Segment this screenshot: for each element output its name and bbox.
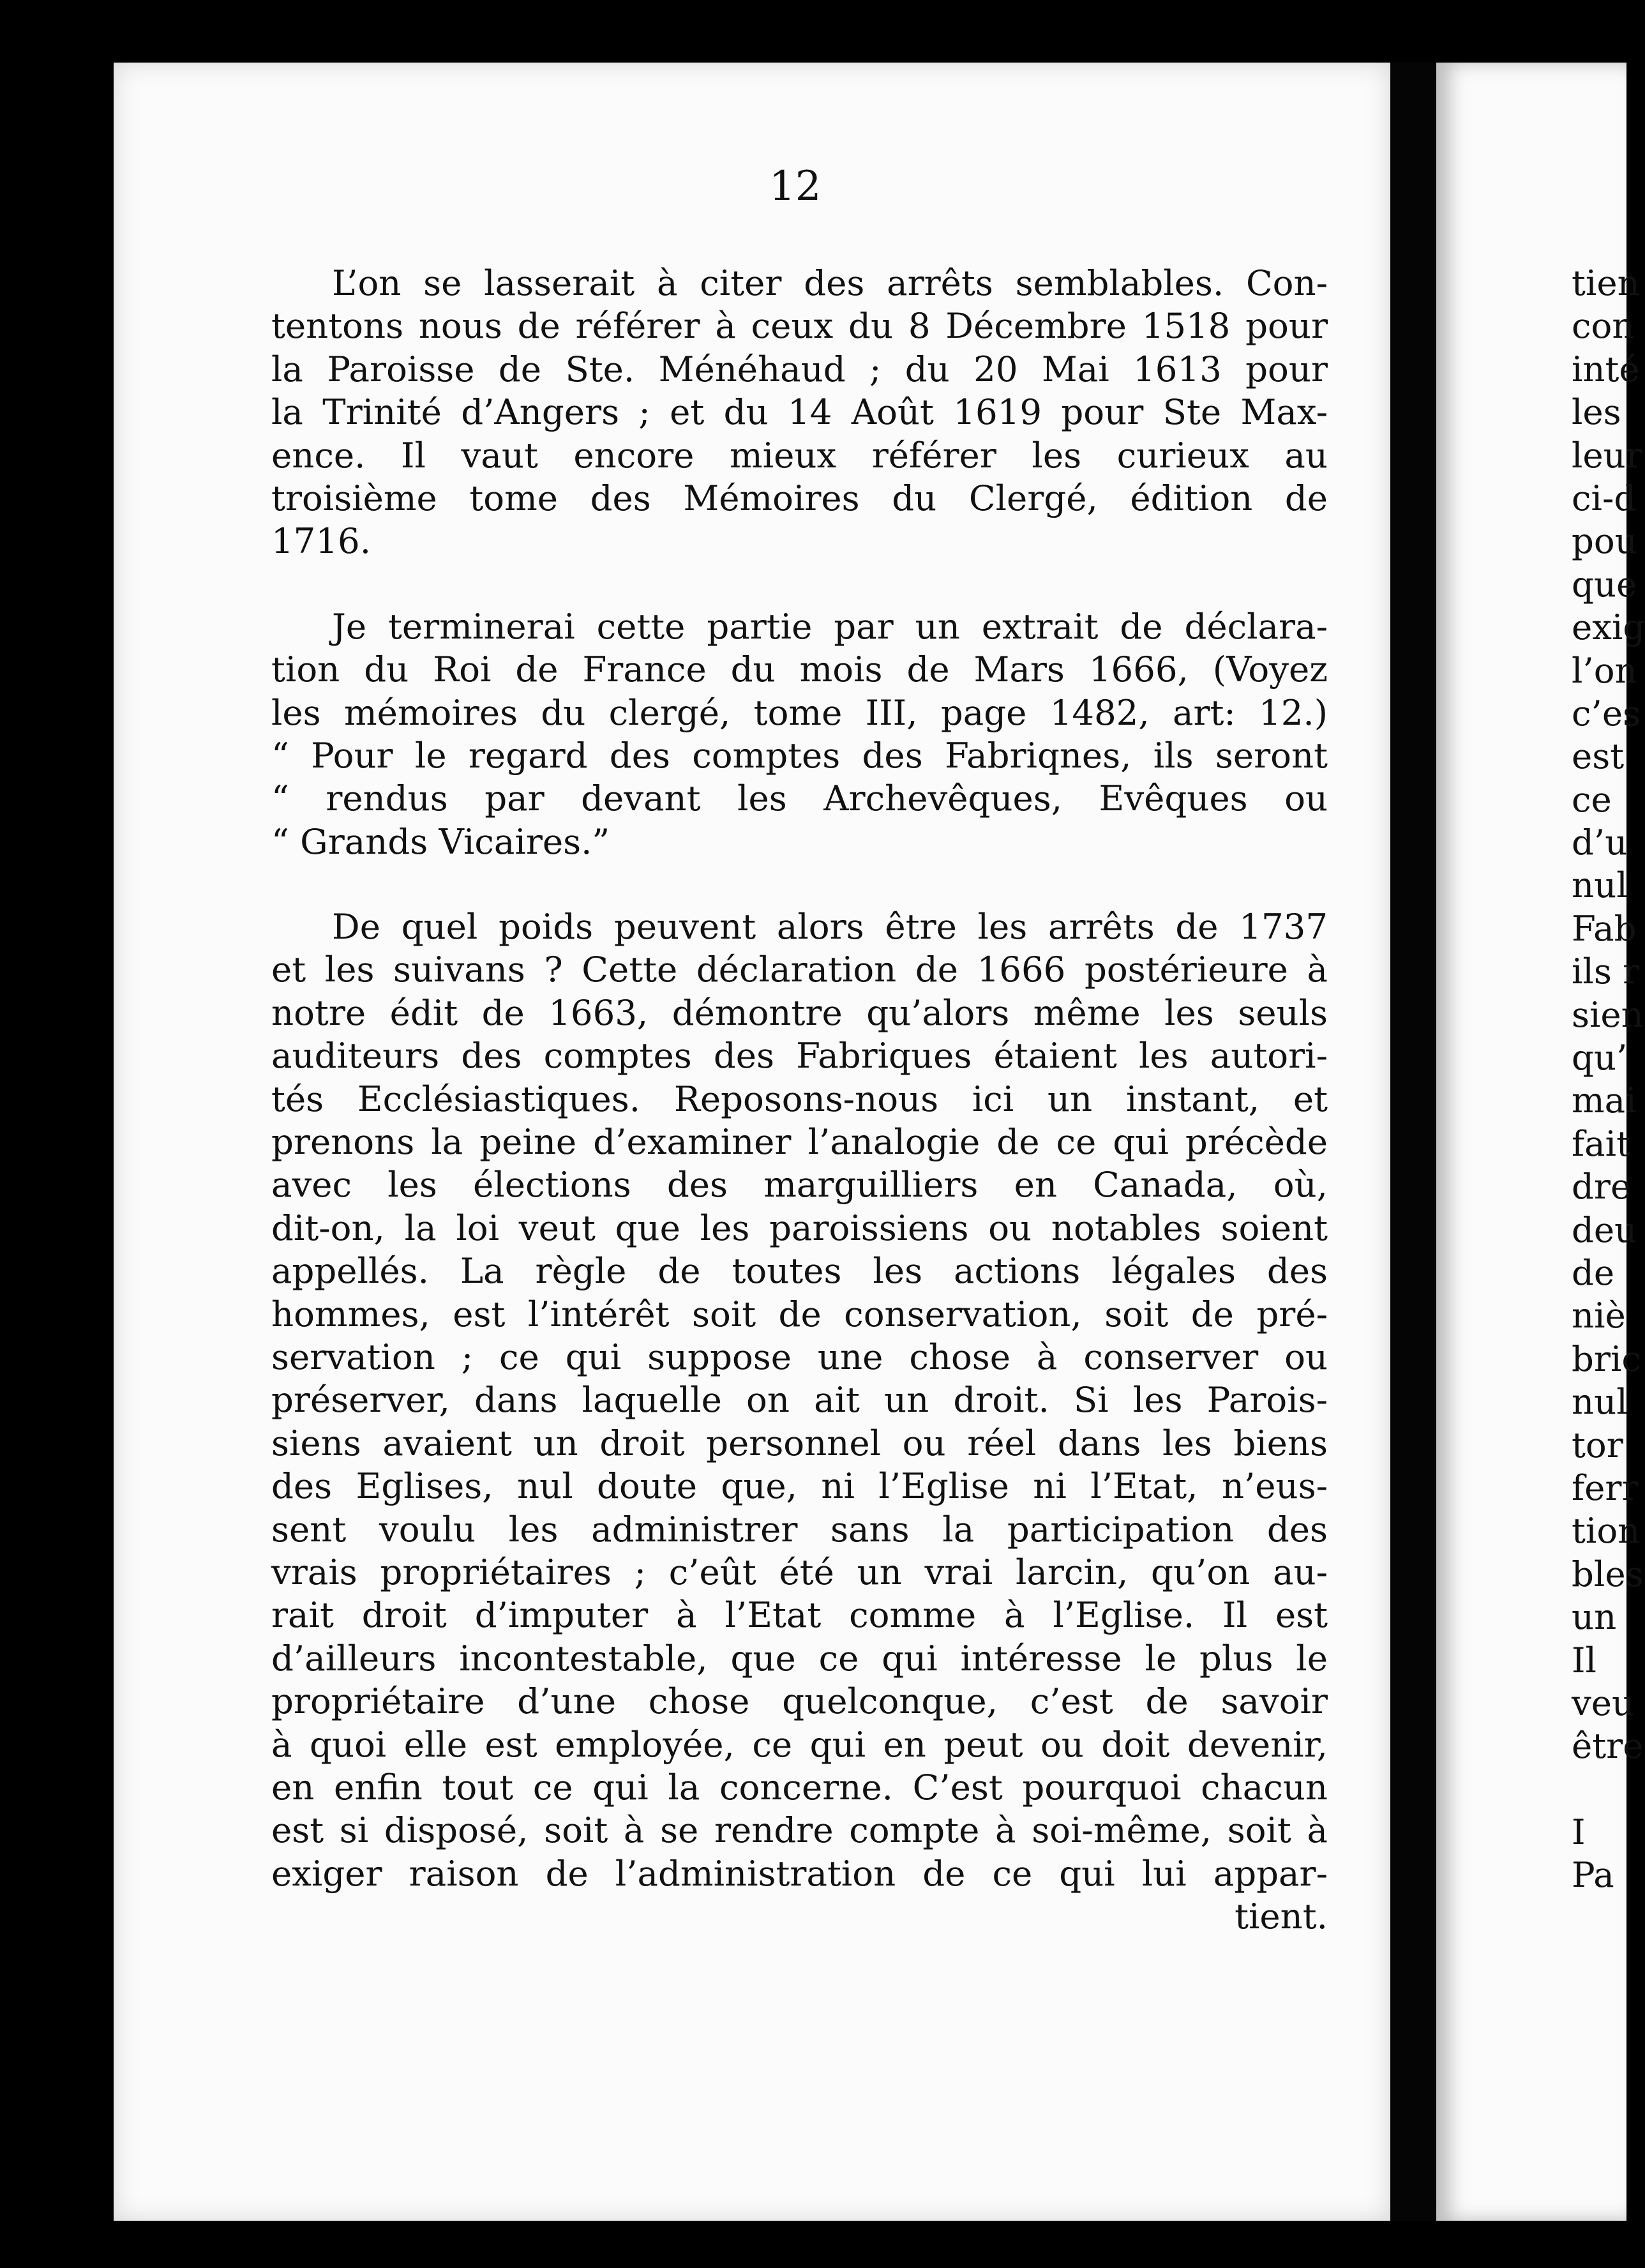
text-line: prenons la peine d’examiner l’analogie de ce qui précède [271,1121,1328,1163]
right-page-fragment: veu [1572,1682,1635,1723]
text-line: des Eglises, nul doute que, ni l’Eglise ni l’Etat, n’eus- [271,1465,1328,1507]
right-page-fragment: con [1572,305,1635,347]
right-page-fragment: être [1572,1725,1644,1767]
right-page-fragment: ils r [1572,951,1640,992]
right-page-fragment [1572,1768,1645,1811]
right-page-fragment: niè [1572,1295,1626,1336]
right-page-fragment: fait [1572,1123,1630,1164]
text-line: dit-on, la loi veut que les paroissiens ou notables soient [271,1207,1328,1248]
right-page-fragment: bric [1572,1338,1641,1379]
right-page-fragment: Pa [1572,1854,1614,1896]
right-page-fragment: deu [1572,1209,1637,1250]
right-page-fragment: inté [1572,348,1640,389]
page-number: 12 [769,163,822,210]
right-page-fragment: les [1572,391,1621,433]
right-page-fragment: exig [1572,607,1645,648]
text-line: appellés. La règle de toutes les actions légales des [271,1250,1328,1292]
right-page-fragment: mai [1572,1080,1637,1121]
right-page-fragment: ferr [1572,1467,1639,1508]
right-page-fragment: leur [1572,434,1642,476]
text-line: “ Pour le regard des comptes des Fabriqnes, ils seront [271,734,1328,776]
right-page-fragment: ce [1572,778,1612,820]
text-line: “ Grands Vicaires.” [271,820,610,862]
right-page-fragment: nul [1572,865,1628,906]
text-line: ence. Il vaut encore mieux référer les curieux au [271,434,1328,476]
text-line: auditeurs des comptes des Fabriques étaient les autori- [271,1035,1328,1077]
right-page-fragment: pou [1572,520,1637,562]
right-page-fragment: d’u [1572,822,1628,863]
text-line: exiger raison de l’administration de ce qui lui appar- [271,1852,1328,1894]
text-line: troisième tome des Mémoires du Clergé, édition de [271,477,1328,518]
right-page-fragment: est [1572,736,1625,777]
right-page-fragment: c’es [1572,692,1641,734]
main-text [271,262,1328,1938]
text-line: “ rendus par devant les Archevêques, Evêques ou [271,778,1328,819]
text-line: préserver, dans laquelle on ait un droit. Si les Parois- [271,1379,1328,1421]
text-line: avec les élections des marguilliers en Canada, où, [271,1164,1328,1206]
right-page-fragment: Il [1572,1639,1596,1681]
right-page-fragment: bles [1572,1553,1644,1594]
text-line: la Trinité d’Angers ; et du 14 Août 1619 pour Ste Max- [271,391,1328,433]
text-line: servation ; ce qui suppose une chose à conserver ou [271,1336,1328,1377]
text-line: en enfin tout ce qui la concerne. C’est pourquoi chacun [271,1766,1328,1808]
right-page-fragment: tion [1572,1510,1641,1552]
right-page-fragment: qu’ [1572,1037,1628,1078]
text-line: 1716. [271,520,372,562]
right-page-fragment: que [1572,563,1637,605]
text-line: tés Ecclésiastiques. Reposons-nous ici un instant, et [271,1078,1328,1119]
right-page-fragment: nul [1572,1381,1628,1423]
text-line: hommes, est l’intérêt soit de conservation, soit de pré- [271,1293,1328,1334]
text-line: tion du Roi de France du mois de Mars 1666, (Voyez [271,649,1328,690]
text-line: sent voulu les administrer sans la participation des [271,1508,1328,1550]
text-line: et les suivans ? Cette déclaration de 1666 postérieure à [271,949,1328,990]
text-line: propriétaire d’une chose quelconque, c’est de savoir [271,1681,1328,1722]
right-page-fragment: de [1572,1251,1615,1293]
right-page-fragment: un [1572,1596,1617,1638]
text-line: Je terminerai cette partie par un extrait de déclara- [332,605,1328,647]
text-line: vrais propriétaires ; c’eût été un vrai larcin, qu’on au- [271,1551,1328,1592]
right-page-fragment: I [1572,1811,1586,1853]
right-page-fragment: dre [1572,1166,1632,1207]
text-line: tentons nous de référer à ceux du 8 Décembre 1518 pour [271,305,1328,347]
right-page-text [1572,262,1645,1897]
right-page-fragment: tien [1572,262,1640,303]
right-page-fragment: tor [1572,1424,1623,1465]
text-line: siens avaient un droit personnel ou réel dans les biens [271,1422,1328,1463]
right-page-fragment: Fab [1572,907,1637,949]
right-page-fragment: sien [1572,994,1644,1035]
text-line: notre édit de 1663, démontre qu’alors même les seuls [271,992,1328,1033]
book-gutter [1390,63,1436,2221]
right-page-fragment: ci-d [1572,477,1637,518]
text-line: rait droit d’imputer à l’Etat comme à l’Eglise. Il est [271,1594,1328,1636]
text-line: d’ailleurs incontestable, que ce qui intéresse le plus le [271,1637,1328,1679]
text-line: la Paroisse de Ste. Ménéhaud ; du 20 Mai 1613 pour [271,348,1328,389]
text-line: à quoi elle est employée, ce qui en peut ou doit devenir, [271,1723,1328,1765]
text-line: est si disposé, soit à se rendre compte à soi-même, soit à [271,1810,1328,1851]
text-line: L’on se lasserait à citer des arrêts semblables. Con- [332,262,1328,303]
text-line: les mémoires du clergé, tome III, page 1482, art: 12.) [271,692,1328,733]
right-page-fragment: l’on [1572,649,1637,691]
text-line: De quel poids peuvent alors être les arrêts de 1737 [332,906,1328,948]
catchword: tient. [1235,1896,1328,1937]
